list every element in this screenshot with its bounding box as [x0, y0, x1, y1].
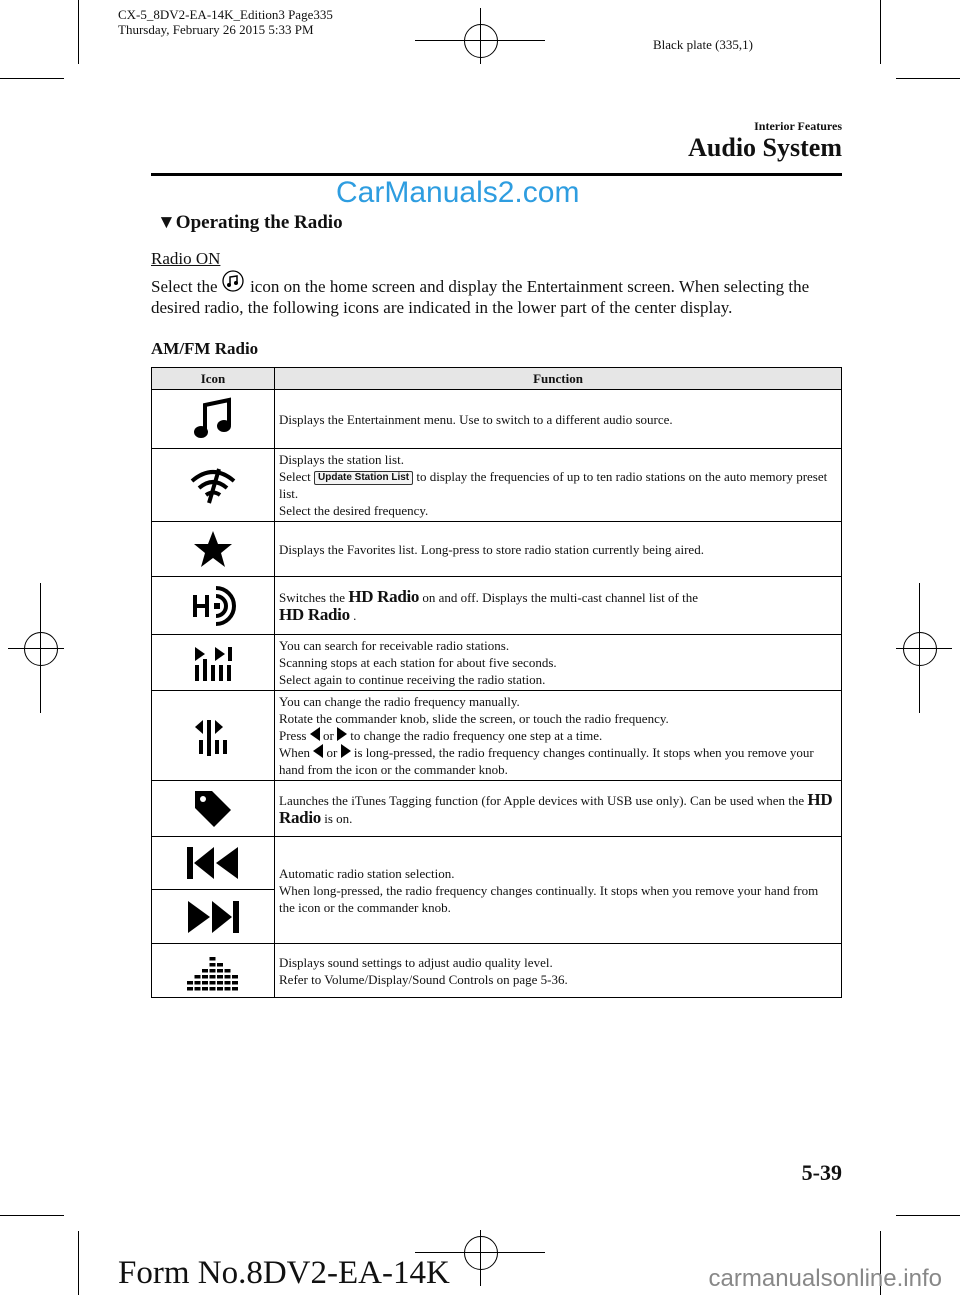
eq-block	[217, 975, 223, 979]
right-arrow-icon	[337, 727, 347, 741]
eq-block	[202, 987, 208, 991]
footer-site-link[interactable]: carmanualsonline.info	[708, 1265, 942, 1292]
crop-mark	[880, 0, 881, 64]
function-line: Displays the station list.	[279, 452, 404, 467]
tag-function	[275, 781, 842, 837]
sound-function	[275, 944, 842, 998]
function-line: Automatic radio station selection.	[279, 865, 455, 881]
eq-block	[232, 987, 238, 991]
function-text: Launches the iTunes Tagging function (for Apple devices with USB use only). Can be used when the	[279, 792, 805, 808]
manual-tune-icon	[152, 691, 275, 781]
function-text: When	[279, 745, 311, 760]
eq-block	[210, 957, 216, 961]
eq-block	[217, 981, 223, 985]
seek-forward-icon	[152, 890, 275, 944]
table-row	[152, 390, 842, 449]
table-row	[152, 944, 842, 998]
music-function: Displays the Entertainment menu. Use to switch to a different audio source.	[275, 390, 842, 449]
crop-mark	[0, 78, 64, 79]
plate-label: Black plate (335,1)	[653, 37, 753, 52]
eq-block	[195, 981, 201, 985]
tag-icon	[152, 781, 275, 837]
function-line: Scanning stops at each station for about five seconds.	[279, 655, 557, 670]
eq-block	[225, 987, 231, 991]
function-text: on and off. Displays the multi-cast channel list of the	[422, 589, 698, 605]
function-line: You can search for receivable radio stations.	[279, 638, 510, 653]
table-row	[152, 577, 842, 635]
watermark[interactable]: CarManuals2.com	[336, 176, 580, 209]
intro-before: Select the	[151, 277, 218, 296]
registration-circle	[24, 632, 58, 666]
favorites-function: Displays the Favorites list. Long-press to store radio station currently being aired.	[275, 522, 842, 577]
eq-block	[210, 969, 216, 973]
function-column-header: Function	[275, 368, 842, 390]
eq-block	[202, 981, 208, 985]
registration-circle	[464, 1236, 498, 1270]
page-number: 5-39	[801, 1160, 842, 1185]
hd-radio-logo: HD Radio	[279, 789, 833, 827]
eq-block	[225, 975, 231, 979]
seek-back-icon	[152, 837, 275, 890]
tune-function	[275, 691, 842, 781]
intro-after: icon on the home screen and display the Entertainment screen. When selecting the desired radio, the following icons are indicated in the lower part of the center display.	[151, 277, 810, 317]
eq-block	[187, 987, 193, 991]
crop-mark	[896, 1215, 960, 1216]
eq-block	[217, 963, 223, 967]
hd-icon	[152, 577, 275, 635]
eq-block	[195, 975, 201, 979]
music-note-icon	[222, 276, 246, 294]
function-line: Rotate the commander knob, slide the screen, or touch the radio frequency.	[279, 711, 669, 726]
crop-mark	[0, 1215, 64, 1216]
seek-function	[275, 837, 842, 944]
function-line: Refer to Volume/Display/Sound Controls on page 5-36.	[279, 971, 568, 987]
star-icon	[152, 522, 275, 577]
station-list-icon	[152, 449, 275, 522]
subheading: ▼Operating the Radio	[157, 212, 343, 233]
hd-radio-logo: HD Radio	[279, 604, 350, 624]
table-row	[152, 837, 842, 890]
table-row	[152, 691, 842, 781]
print-header-line1: CX-5_8DV2-EA-14K_Edition3 Page335	[118, 7, 333, 22]
eq-block	[210, 963, 216, 967]
scan-function	[275, 635, 842, 691]
section-label: Interior Features	[754, 119, 842, 133]
eq-block	[202, 969, 208, 973]
crop-mark	[78, 1231, 79, 1295]
function-line: When long-pressed, the radio frequency changes continually. It stops when you remove your hand from the icon or the commander knob.	[279, 882, 819, 915]
sound-settings-icon	[152, 944, 275, 998]
hd-function	[275, 577, 842, 635]
eq-block	[217, 987, 223, 991]
function-text: .	[353, 607, 357, 623]
function-text: to display the frequencies of up to ten radio stations on the auto memory preset list.	[279, 469, 828, 501]
function-text: or	[326, 745, 338, 760]
right-arrow-icon	[341, 744, 351, 758]
table-row	[152, 781, 842, 837]
scan-icon	[152, 635, 275, 691]
function-line: Displays sound settings to adjust audio quality level.	[279, 954, 553, 970]
intro-paragraph	[151, 276, 841, 318]
eq-block	[225, 969, 231, 973]
function-line	[279, 727, 837, 744]
print-header-line2: Thursday, February 26 2015 5:33 PM	[118, 22, 314, 37]
eq-block	[187, 981, 193, 985]
radio-on-heading: Radio ON	[151, 249, 221, 268]
crop-mark	[896, 78, 960, 79]
function-line: Select the desired frequency.	[279, 503, 429, 518]
table-row	[152, 635, 842, 691]
hd-radio-logo: HD Radio	[348, 586, 420, 606]
eq-block	[210, 987, 216, 991]
registration-circle	[903, 632, 937, 666]
amfm-heading: AM/FM Radio	[151, 339, 259, 358]
eq-block	[210, 975, 216, 979]
function-text: Select	[279, 469, 311, 484]
function-text: Switches the	[279, 589, 346, 605]
icon-column-header: Icon	[152, 368, 275, 390]
function-text: is long-pressed, the radio frequency changes continually. It stops when you remove your hand from the icon or the commander knob.	[279, 745, 814, 777]
station-function	[275, 449, 842, 522]
function-text: or	[322, 728, 334, 743]
left-arrow-icon	[310, 727, 320, 741]
eq-block	[232, 975, 238, 979]
music-icon	[152, 390, 275, 449]
print-header	[118, 7, 333, 37]
crop-mark	[78, 0, 79, 64]
eq-block	[217, 969, 223, 973]
registration-circle	[464, 24, 498, 58]
function-line: Select again to continue receiving the radio station.	[279, 672, 546, 687]
table-header-row	[152, 368, 842, 390]
table-row	[152, 522, 842, 577]
icon-function-table	[151, 367, 842, 998]
form-number: Form No.8DV2-EA-14K	[118, 1255, 450, 1291]
update-station-list-button: Update Station List	[314, 471, 413, 485]
eq-block	[195, 987, 201, 991]
eq-block	[225, 981, 231, 985]
page-title: Audio System	[688, 133, 842, 162]
function-text: Press	[279, 728, 307, 743]
function-text: to change the radio frequency one step at a time.	[350, 728, 603, 743]
left-arrow-icon	[313, 744, 323, 758]
function-text: is on.	[324, 810, 353, 826]
function-line: You can change the radio frequency manually.	[279, 694, 520, 709]
eq-block	[202, 975, 208, 979]
eq-block	[232, 981, 238, 985]
eq-block	[210, 981, 216, 985]
table-row	[152, 449, 842, 522]
